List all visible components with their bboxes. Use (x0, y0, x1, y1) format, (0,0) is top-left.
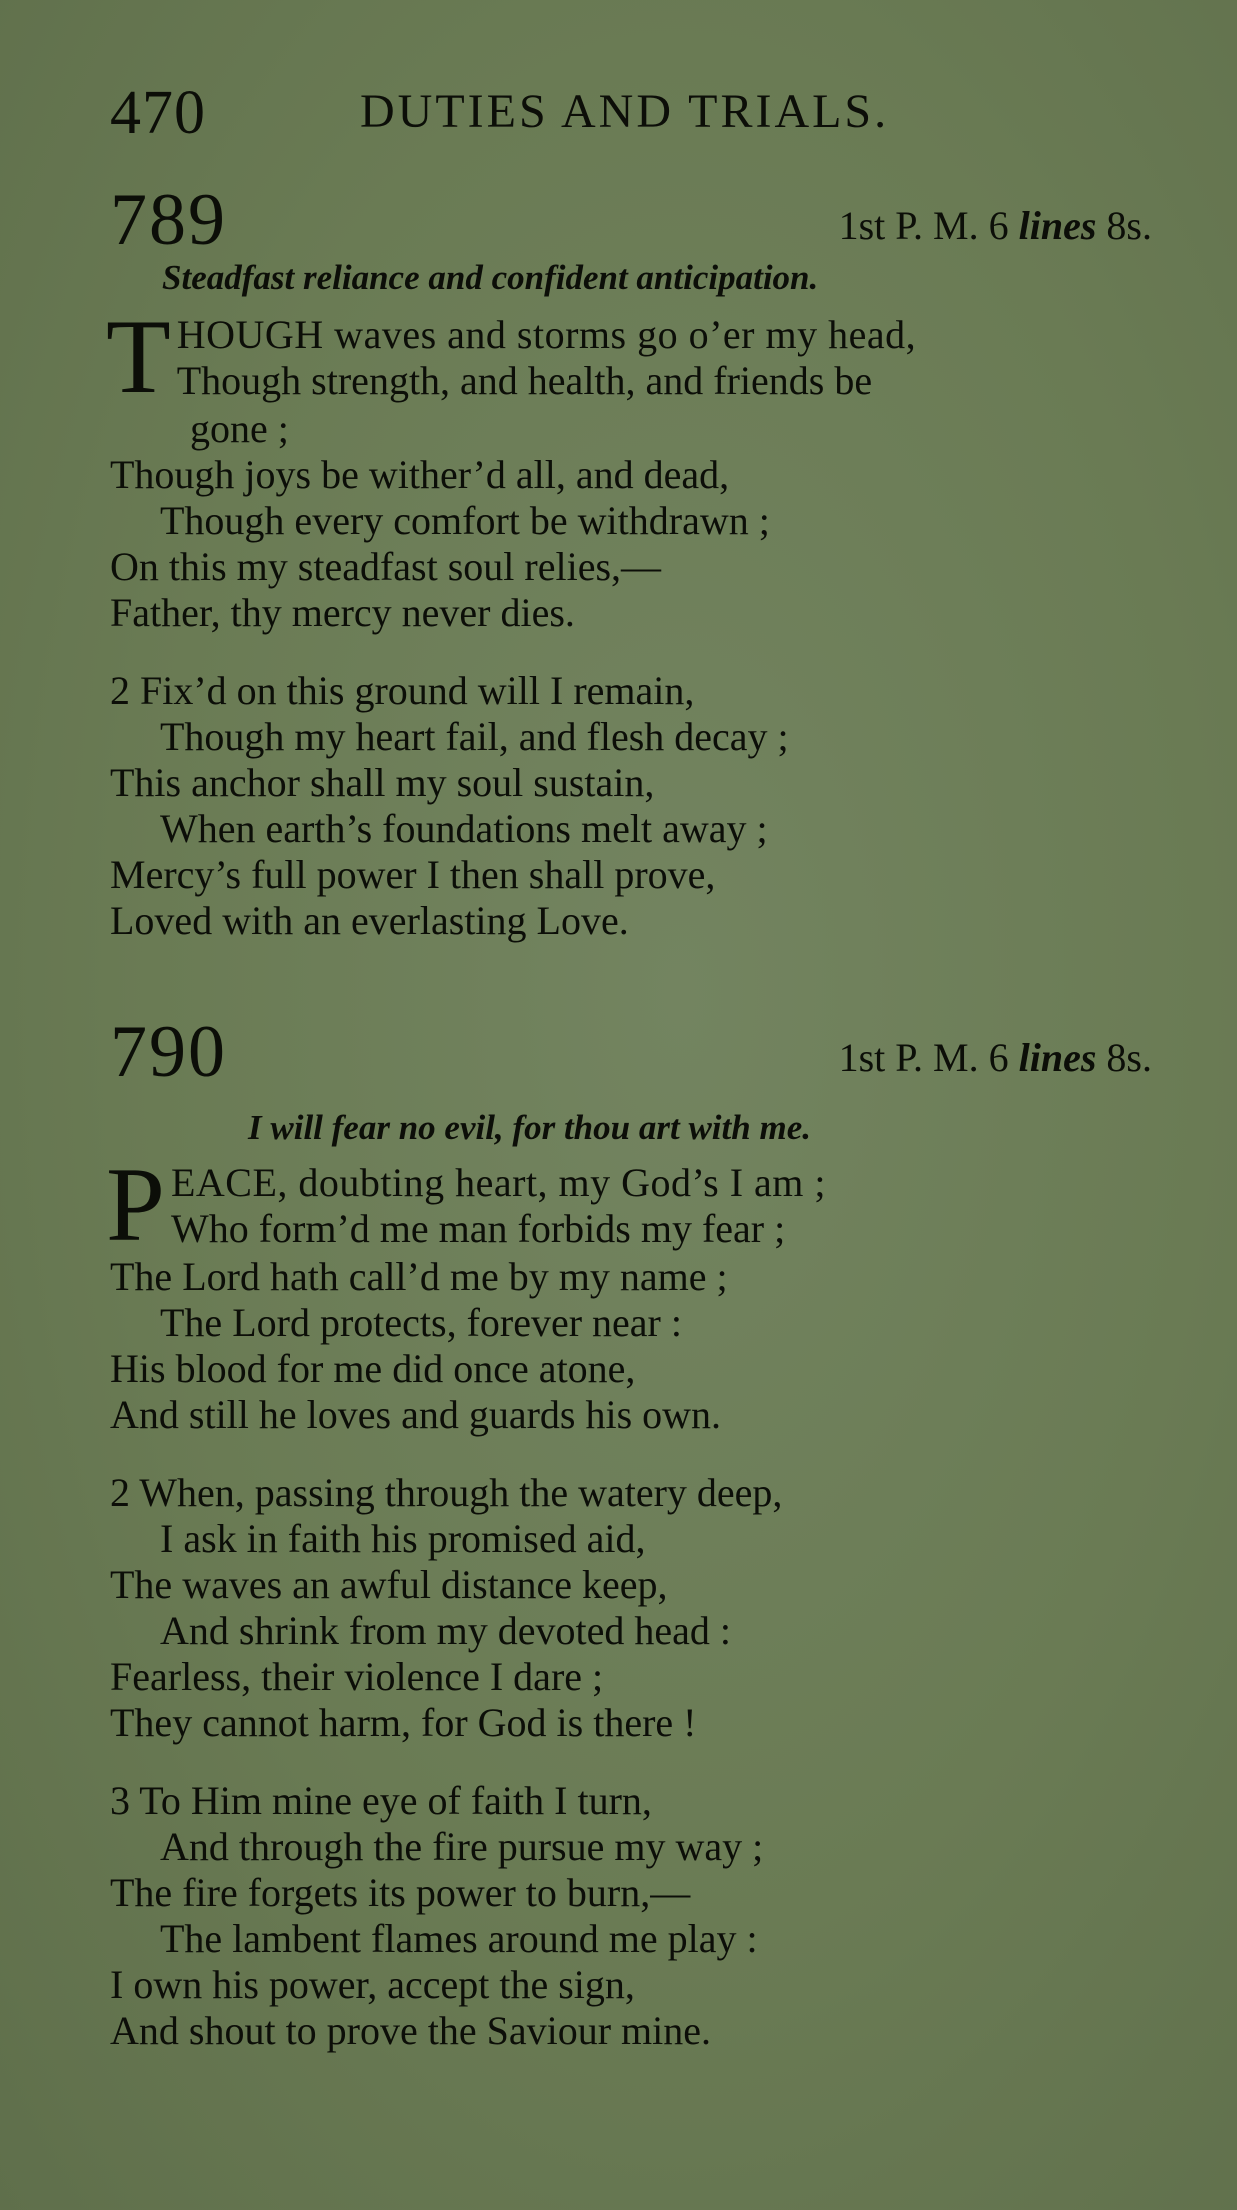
verse-line: And still he loves and guards his own. (110, 1392, 722, 1437)
stanza-2 (110, 1470, 782, 1746)
verse-line: This anchor shall my soul sustain, (110, 760, 655, 805)
verse-line: Father, thy mercy never dies. (110, 590, 575, 635)
drop-cap: P (106, 1146, 165, 1263)
verse-line: Though joys be wither’d all, and dead, (110, 452, 730, 497)
hymn-790 (106, 1010, 1200, 2160)
verse-line: And through the fire pursue my way ; (160, 1824, 764, 1869)
stanza-1 (106, 1146, 827, 1438)
stanza-1 (106, 298, 917, 636)
drop-cap: T (106, 298, 171, 415)
verse-line: I ask in faith his promised aid, (160, 1516, 646, 1561)
verse-line: HOUGH waves and storms go o’er my head, (176, 312, 917, 357)
verse-line: Who form’d me man forbids my fear ; (170, 1206, 786, 1251)
verse-line: 3 To Him mine eye of faith I turn, (110, 1778, 652, 1823)
verse-line: Loved with an everlasting Love. (110, 898, 629, 943)
verse-line: I own his power, accept the sign, (110, 1962, 635, 2007)
verse-line: The waves an awful distance keep, (110, 1562, 668, 1607)
verse-line: The Lord protects, forever near : (160, 1300, 682, 1345)
hymn-subtitle: Steadfast reliance and confident anticipation. (162, 258, 819, 297)
verse-line: The Lord hath call’d me by my name ; (110, 1254, 728, 1299)
verse-line: When earth’s foundations melt away ; (160, 806, 768, 851)
verse-line: The lambent flames around me play : (160, 1916, 758, 1961)
running-head (110, 78, 890, 149)
verse-line: Though every comfort be withdrawn ; (160, 498, 770, 543)
hymn-789 (106, 178, 1200, 978)
hymn-subtitle: I will fear no evil, for thou art with me. (248, 1108, 811, 1147)
section-title: DUTIES AND TRIALS. (360, 85, 890, 138)
stanza-2 (110, 668, 789, 944)
verse-line: 2 When, passing through the watery deep, (110, 1470, 783, 1515)
verse-line: On this my steadfast soul relies,— (110, 544, 662, 589)
verse-line: Though my heart fail, and flesh decay ; (160, 714, 789, 759)
hymn-number: 789 (110, 179, 227, 261)
verse-line: And shout to prove the Saviour mine. (110, 2008, 712, 2053)
hymn-meter: 1st P. M. 6 lines 8s. (838, 203, 1152, 248)
hymn-meter: 1st P. M. 6 lines 8s. (838, 1035, 1152, 1080)
verse-line: EACE, doubting heart, my God’s I am ; (170, 1160, 827, 1205)
verse-line: They cannot harm, for God is there ! (110, 1700, 697, 1745)
verse-line: And shrink from my devoted head : (160, 1608, 731, 1653)
page-number: 470 (110, 79, 206, 147)
verse-line: The fire forgets its power to burn,— (110, 1870, 691, 1915)
verse-line: Though strength, and health, and friends be (176, 358, 873, 403)
hymn-number: 790 (110, 1011, 227, 1093)
stanza-3 (110, 1778, 763, 2054)
verse-line: Fearless, their violence I dare ; (110, 1654, 604, 1699)
verse-line: 2 Fix’d on this ground will I remain, (110, 668, 695, 713)
verse-line: Mercy’s full power I then shall prove, (110, 852, 716, 897)
verse-line: gone ; (190, 406, 289, 451)
verse-line: His blood for me did once atone, (110, 1346, 636, 1391)
